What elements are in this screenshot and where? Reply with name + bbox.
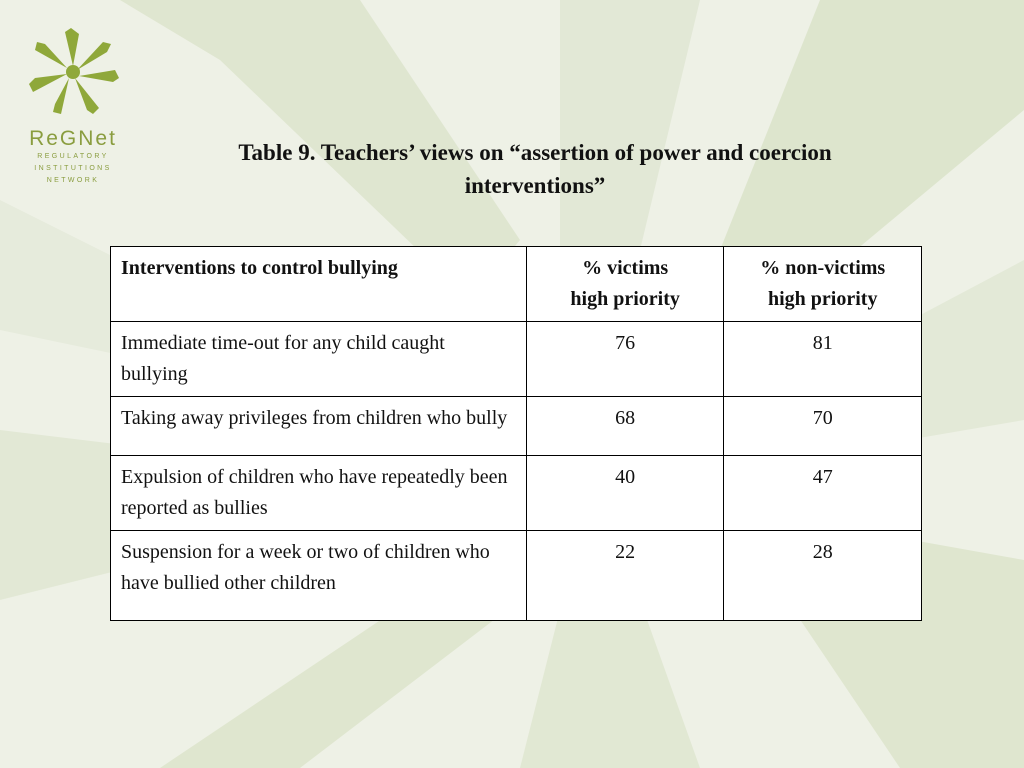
table-row [111, 322, 922, 397]
table-row [111, 456, 922, 531]
header-victims-line: high priority [570, 288, 680, 310]
table-header-row [111, 247, 922, 322]
table-row [111, 531, 922, 621]
non-victims-value-cell: 28 [724, 531, 922, 621]
header-non-victims-line: % non-victims [760, 257, 886, 279]
intervention-cell: Suspension for a week or two of children who have bullied other children [111, 531, 527, 621]
non-victims-value-cell: 81 [724, 322, 922, 397]
victims-value-cell: 76 [526, 322, 724, 397]
victims-value-cell: 40 [526, 456, 724, 531]
non-victims-value-cell: 70 [724, 397, 922, 456]
intervention-cell: Immediate time-out for any child caught bullying [111, 322, 527, 397]
header-interventions: Interventions to control bullying [111, 247, 527, 322]
interventions-table [110, 246, 922, 621]
header-non-victims [724, 247, 922, 322]
regnet-emblem-icon [18, 24, 128, 124]
logo-subtitle-line: REGULATORY [37, 153, 109, 160]
slide-title [155, 136, 915, 202]
table-row [111, 397, 922, 456]
logo-wordmark: ReGNet [29, 127, 117, 150]
victims-value-cell: 68 [526, 397, 724, 456]
header-victims [526, 247, 724, 322]
intervention-cell: Taking away privileges from children who bully [111, 397, 527, 456]
header-victims-line: % victims [582, 257, 669, 279]
logo-subtitle-line: INSTITUTIONS [34, 165, 112, 172]
regnet-logo [18, 24, 128, 194]
victims-value-cell: 22 [526, 531, 724, 621]
non-victims-value-cell: 47 [724, 456, 922, 531]
intervention-cell: Expulsion of children who have repeatedly been reported as bullies [111, 456, 527, 531]
header-non-victims-line: high priority [767, 288, 878, 310]
slide-title-line: interventions” [464, 173, 606, 198]
logo-subtitle-line: NETWORK [46, 177, 100, 184]
slide-title-line: Table 9. Teachers’ views on “assertion of power and coercion [238, 140, 832, 165]
